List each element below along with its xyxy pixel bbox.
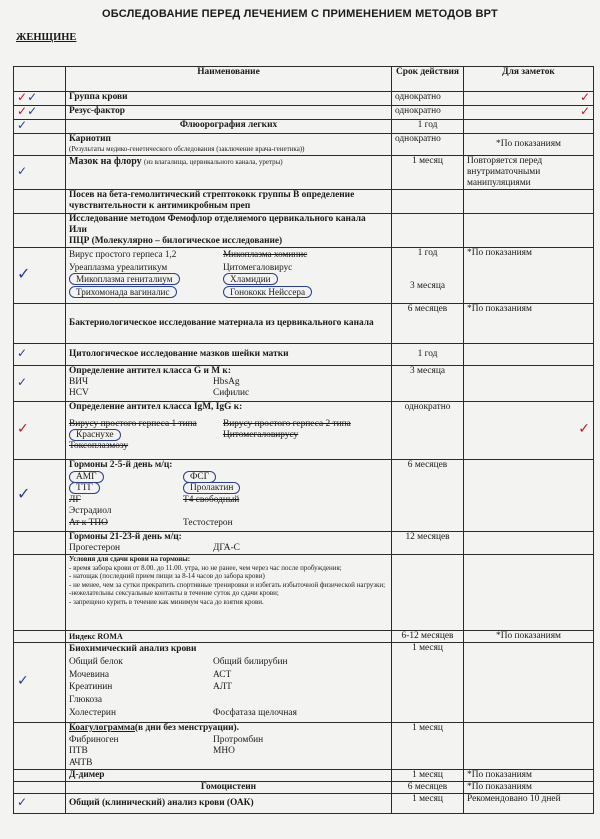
- check-cell: [14, 134, 66, 156]
- check-cell: [14, 532, 66, 555]
- test-item: Прогестерон: [69, 543, 121, 553]
- row-name: Бактериологическое исследование материала из цервикального канала: [66, 304, 392, 344]
- table-row: [14, 304, 594, 344]
- test-item: АСТ: [213, 669, 232, 680]
- table-row: [14, 214, 594, 248]
- row-term: 3 месяца: [392, 366, 464, 402]
- row-term: 1 год: [392, 344, 464, 366]
- table-row: [14, 106, 594, 120]
- test-item: ПТВ: [69, 746, 88, 757]
- note-cell: [464, 344, 594, 366]
- check-icon: ✓: [17, 673, 29, 689]
- row-name-cell: [66, 643, 392, 723]
- note-cell: [464, 106, 594, 120]
- note-cell: [464, 532, 594, 555]
- row-term: 6 месяцев: [392, 782, 464, 794]
- row-name: Посев на бета-гемолитический стрептококк группы В определение чувствительности к антимикробным преп: [66, 190, 392, 214]
- row-name-suffix: (в дни без менструации).: [134, 723, 240, 733]
- femoflor-line: ПЦР (Молекулярно – билогическое исследование): [69, 236, 283, 246]
- check-icon: ✓: [17, 105, 28, 118]
- table-row: [14, 366, 594, 402]
- note-cell: [464, 460, 594, 532]
- test-item: ФСГ: [183, 472, 388, 484]
- test-item: Цитомегаловирус: [223, 261, 293, 272]
- test-item: Токсоплазмозу: [69, 441, 129, 451]
- term-header: Срок действия: [392, 67, 464, 92]
- note-cell: [464, 120, 594, 134]
- test-item: Мочевина: [69, 669, 110, 680]
- test-item: Протромбин: [213, 734, 264, 745]
- note-cell: [464, 643, 594, 723]
- condition-line: - запрещено курить в течение как минимум часа до взятия крови.: [69, 597, 264, 606]
- test-item: АЧТВ: [69, 757, 93, 768]
- test-item: Краснухе: [69, 430, 219, 441]
- row-name: Определение антител класса IgM, IgG к:: [69, 402, 243, 412]
- row-name-cell: [66, 723, 392, 770]
- row-term: однократно: [392, 92, 464, 106]
- row-term: 1 месяц: [392, 770, 464, 782]
- table-row: [14, 190, 594, 214]
- note-cell: [464, 555, 594, 631]
- test-item: HCV: [69, 388, 89, 398]
- check-cell: [14, 344, 66, 366]
- page-title: ОБСЛЕДОВАНИЕ ПЕРЕД ЛЕЧЕНИЕМ С ПРИМЕНЕНИЕМ МЕТОДОВ ВРТ: [102, 8, 498, 20]
- table-row: [14, 92, 594, 106]
- row-term: 1 год: [392, 120, 464, 134]
- test-item: Уреаплазма уреалитикум: [69, 261, 168, 272]
- table-row: [14, 134, 594, 156]
- check-cell: [14, 214, 66, 248]
- table-row: [14, 344, 594, 366]
- test-item: АЛТ: [213, 682, 232, 693]
- row-name-cell: [66, 460, 392, 532]
- test-item: ТТГ: [69, 483, 179, 495]
- test-item: ВИЧ: [69, 377, 89, 387]
- row-name: Д-димер: [66, 770, 392, 782]
- row-note: Рекомендовано 10 дней: [464, 794, 594, 814]
- row-note: *По показаниям: [464, 782, 594, 794]
- row-name: Общий (клинический) анализ крови (ОАК): [66, 794, 392, 814]
- term-value: 1 год: [417, 248, 438, 258]
- row-term: 6 месяцев: [392, 304, 464, 344]
- test-item: Микоплазма хоминис: [223, 249, 308, 259]
- row-term: [392, 190, 464, 214]
- table-row: [14, 156, 594, 190]
- test-item: Гонококк Нейссера: [223, 286, 388, 299]
- check-icon: ✓: [579, 105, 590, 118]
- table-row: [14, 794, 594, 814]
- test-item: Фибриноген: [69, 734, 119, 745]
- row-name: Определение антител класса G и M к:: [69, 366, 231, 376]
- row-name-cell: [66, 134, 392, 156]
- femoflor-line: Или: [69, 225, 87, 235]
- test-item: ЛГ: [69, 494, 81, 505]
- row-term: однократно: [392, 106, 464, 120]
- row-term: [392, 214, 464, 248]
- table-row: [14, 555, 594, 631]
- table-row: [14, 782, 594, 794]
- row-term: однократно: [392, 402, 464, 460]
- test-item: Фосфатаза щелочная: [213, 707, 297, 718]
- test-item: Микоплазма гениталиум: [69, 273, 219, 286]
- row-term: [392, 555, 464, 631]
- femoflor-title: [66, 214, 392, 248]
- test-item: Пролактин: [183, 483, 388, 495]
- row-term: 6 месяцев: [392, 460, 464, 532]
- test-item: Тестостерон: [183, 517, 233, 528]
- femoflor-line: Исследование методом Фемофлор отделяемого цервикального канала: [69, 214, 366, 224]
- check-cell: [14, 460, 66, 532]
- row-name: Группа крови: [66, 92, 392, 106]
- term-value: 3 месяца: [409, 281, 445, 291]
- row-name-cell: [66, 366, 392, 402]
- test-item: Цитомегаловирусу: [223, 430, 299, 440]
- row-note: *По показаниям: [464, 770, 594, 782]
- check-cell: [14, 770, 66, 782]
- table-row: [14, 402, 594, 460]
- row-term: 1 месяц: [392, 723, 464, 770]
- table-row: [14, 723, 594, 770]
- row-name: Индекс ROMA: [66, 631, 392, 643]
- test-item: Холестерин: [69, 707, 116, 718]
- test-item: Эстрадиол: [69, 506, 112, 517]
- row-name: Мазок на флору: [69, 156, 142, 167]
- check-icon: ✓: [17, 421, 29, 437]
- note-cell: [464, 214, 594, 248]
- condition-line: - не менее, чем за сутки прекратить спортивные тренировки и избегать избыточной физической нагрузки;: [69, 580, 386, 589]
- row-term: однократно: [392, 134, 464, 156]
- conditions-cell: [66, 555, 392, 631]
- row-term: 1 месяц: [392, 794, 464, 814]
- test-item: HbsAg: [213, 377, 240, 387]
- row-term: 1 месяц: [392, 643, 464, 723]
- row-note: *По показаниям: [464, 248, 594, 304]
- row-term: 1 месяц: [392, 156, 464, 190]
- test-item: Креатинин: [69, 682, 113, 693]
- row-name: Гормоны 2-5-й день м/ц:: [69, 460, 173, 470]
- check-icon: ✓: [27, 105, 38, 118]
- test-item: Вирусу простого герпеса 2 типа: [223, 419, 351, 429]
- check-cell: [14, 190, 66, 214]
- check-icon: ✓: [17, 164, 28, 178]
- conditions-title: Условия для сдачи крови на гормоны:: [69, 555, 191, 563]
- test-item: МНО: [213, 746, 235, 757]
- row-name: Флюорография легких: [66, 120, 392, 134]
- check-cell: [14, 631, 66, 643]
- condition-line: - время забора крови от 8.00. до 11.00. утра, но не ранее, чем через час после пробуждения;: [69, 563, 342, 572]
- check-icon: ✓: [17, 346, 28, 360]
- section-title: ЖЕНЩИНЕ: [16, 32, 77, 43]
- table-row: [14, 120, 594, 134]
- row-term: 12 месяцев: [392, 532, 464, 555]
- check-icon: ✓: [17, 91, 28, 104]
- femoflor-items: [66, 248, 392, 304]
- check-cell: [14, 156, 66, 190]
- check-cell: [14, 402, 66, 460]
- row-note: Повторяется перед внутриматочными манипуляциями: [464, 156, 594, 190]
- test-item: Хламидии: [223, 273, 388, 286]
- check-cell: [14, 723, 66, 770]
- row-note: *По показаниям: [464, 304, 594, 344]
- table-row: [14, 248, 594, 304]
- test-item: Трихомонада вагиналис: [69, 286, 219, 299]
- test-item: Ат к ТПО: [69, 517, 108, 528]
- test-item: Т4 свободный: [183, 494, 240, 505]
- check-cell: [14, 92, 66, 106]
- check-icon: ✓: [17, 795, 28, 810]
- check-icon: ✓: [17, 375, 28, 389]
- note-cell: [464, 723, 594, 770]
- table-row: [14, 643, 594, 723]
- row-term: 6-12 месяцев: [392, 631, 464, 643]
- row-name-cell: [66, 402, 392, 460]
- row-name: Коагулограмма: [69, 723, 135, 733]
- check-icon: ✓: [17, 119, 28, 132]
- exam-table: [13, 66, 594, 814]
- header-row: [14, 67, 594, 92]
- row-subtitle: (из влагалища, цервикального канала, уретры): [143, 158, 283, 166]
- test-item: Общий билирубин: [213, 656, 288, 667]
- check-cell: [14, 248, 66, 304]
- notes-header: Для заметок: [464, 67, 594, 92]
- note-cell: [464, 190, 594, 214]
- row-name-cell: [66, 156, 392, 190]
- check-icon: ✓: [27, 91, 38, 104]
- row-name: Биохимический анализ крови: [69, 644, 197, 654]
- row-name: Гормоны 21-23-й день м/ц:: [69, 532, 182, 542]
- table-row: [14, 631, 594, 643]
- check-cell: [14, 555, 66, 631]
- row-name: Резус-фактор: [66, 106, 392, 120]
- note-cell: [464, 366, 594, 402]
- note-cell: [464, 92, 594, 106]
- row-name: Цитологическое исследование мазков шейки матки: [66, 344, 392, 366]
- check-cell: [14, 794, 66, 814]
- test-item: АМГ: [69, 472, 179, 484]
- test-item: Сифилис: [213, 388, 250, 398]
- test-item: Вирусу простого герпеса 1 типа: [69, 419, 197, 429]
- test-item: Общий белок: [69, 656, 123, 667]
- table-row: [14, 532, 594, 555]
- note-cell: [464, 402, 594, 460]
- check-icon: ✓: [578, 421, 590, 437]
- row-note: *По показаниям: [464, 631, 594, 643]
- check-cell: [14, 120, 66, 134]
- check-cell: [14, 106, 66, 120]
- test-item: Глюкоза: [69, 695, 103, 706]
- row-subtitle: (Результаты медико-генетического обследования (заключение врача-генетика)): [69, 145, 305, 153]
- check-cell: [14, 782, 66, 794]
- row-name: Кариотип: [69, 134, 111, 144]
- check-icon: ✓: [17, 484, 31, 503]
- mark-header: [14, 67, 66, 92]
- row-note: *По показаниям: [464, 134, 594, 156]
- check-cell: [14, 366, 66, 402]
- condition-line: - натощак (последний прием пищи за 8-14 часов до забора крови): [69, 572, 265, 581]
- row-term: [392, 248, 464, 304]
- table-row: [14, 770, 594, 782]
- name-header: Наименование: [66, 67, 392, 92]
- check-icon: ✓: [579, 91, 590, 104]
- row-name: Гомоцистеин: [66, 782, 392, 794]
- check-cell: [14, 643, 66, 723]
- table-row: [14, 460, 594, 532]
- test-item: Вирус простого герпеса 1,2: [69, 249, 177, 259]
- test-item: ДГА-С: [213, 543, 240, 553]
- condition-line: -нежелательны сексуальные контакты в течение суток до сдачи крови;: [69, 589, 279, 598]
- row-name-cell: [66, 532, 392, 555]
- check-cell: [14, 304, 66, 344]
- check-icon: ✓: [17, 264, 31, 283]
